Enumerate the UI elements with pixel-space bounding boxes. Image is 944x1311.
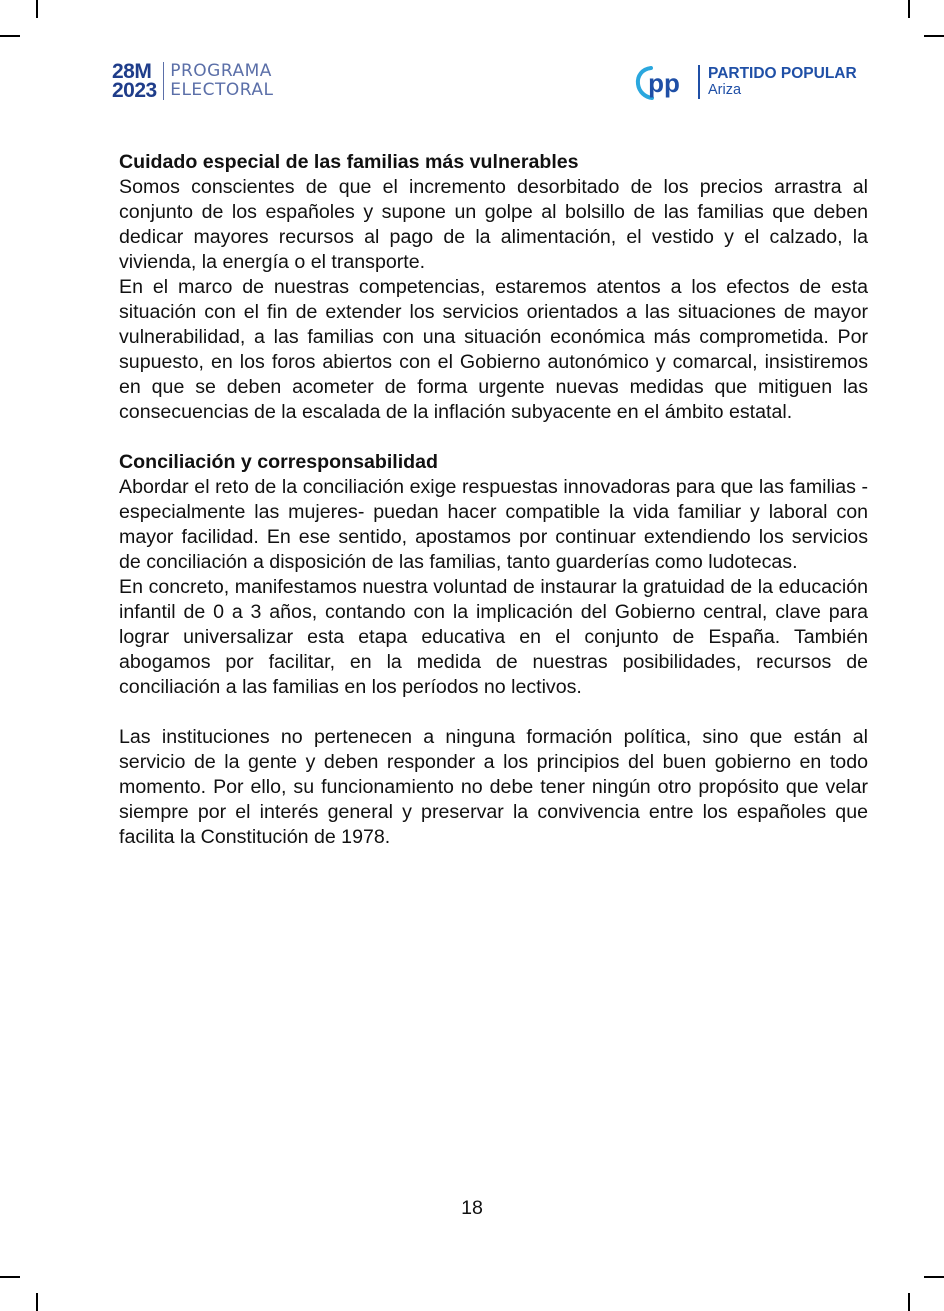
paragraph: Las instituciones no pertenecen a ninguna formación política, sino que están al servicio de la gente y deben responder a los principios del buen gobierno en todo momento. Por ello, su funcionamiento no debe tener ningún otro propósito que velar siempre por el interés general y preservar la convivencia entre los españoles que facilita la Constitución de 1978.	[119, 726, 868, 848]
paragraph: En concreto, manifestamos nuestra voluntad de instaurar la gratuidad de la educación infantil de 0 a 3 años, contando con la implicación del Gobierno central, clave para lograr universalizar esta etapa educativa en el conjunto de España. También abogamos por facilitar, en la medida de nuestras posibilidades, recursos de conciliación a las familias en los períodos no lectivos.	[119, 576, 868, 698]
party-logo	[634, 62, 857, 102]
party-logo-divider	[698, 65, 700, 99]
paragraph: Abordar el reto de la conciliación exige respuestas innovadoras para que las familias -especialmente las mujeres- puedan hacer compatible la vida familiar y laboral con mayor facilidad. En ese sentido, apostamos por continuar extendiendo los servicios de conciliación a disposición de las familias, tanto guarderías como ludotecas.	[119, 476, 868, 573]
campaign-program-word1: PROGRAMA	[170, 61, 272, 81]
section-heading-vulnerable-families: Cuidado especial de las familias más vulnerables	[119, 151, 579, 173]
section-spacer	[119, 425, 868, 450]
crop-mark-top-left-v	[36, 0, 38, 18]
campaign-program-word2: ELECTORAL	[170, 80, 274, 100]
crop-mark-bottom-right-v	[908, 1293, 910, 1311]
crop-mark-top-left-h	[0, 35, 20, 37]
page-number: 18	[461, 1197, 483, 1219]
pp-logo-icon	[634, 63, 690, 101]
section-spacer	[119, 700, 868, 725]
campaign-logo-divider	[163, 62, 165, 100]
document-body	[119, 150, 868, 850]
campaign-program-block	[170, 62, 273, 100]
campaign-date-bottom: 2023	[112, 79, 157, 102]
crop-mark-top-right-h	[924, 35, 944, 37]
crop-mark-top-right-v	[908, 0, 910, 18]
party-name: PARTIDO POPULAR	[708, 65, 857, 82]
party-text-block	[708, 65, 857, 99]
pp-logo-letters: pp	[648, 68, 680, 98]
crop-mark-bottom-left-v	[36, 1293, 38, 1311]
party-town: Ariza	[708, 82, 742, 98]
section-heading-conciliation: Conciliación y corresponsabilidad	[119, 451, 439, 473]
crop-mark-bottom-right-h	[924, 1276, 944, 1278]
paragraph: En el marco de nuestras competencias, estaremos atentos a los efectos de esta situación con el fin de extender los servicios orientados a las situaciones de mayor vulnerabilidad, a las familias con una situación económica más comprometida. Por supuesto, en los foros abiertos con el Gobierno autonómico y comarcal, insistiremos en que se deben acometer de forma urgente nuevas medidas que mitiguen las consecuencias de la escalada de la inflación subyacente en el ámbito estatal.	[119, 276, 868, 423]
campaign-date-block	[112, 62, 157, 100]
campaign-logo	[112, 60, 274, 102]
crop-mark-bottom-left-h	[0, 1276, 20, 1278]
paragraph: Somos conscientes de que el incremento desorbitado de los precios arrastra al conjunto de los españoles y supone un golpe al bolsillo de las familias que deben dedicar mayores recursos al pago de la alimentación, el vestido y el calzado, la vivienda, la energía o el transporte.	[119, 176, 868, 273]
campaign-date-top: 28M	[112, 60, 152, 83]
